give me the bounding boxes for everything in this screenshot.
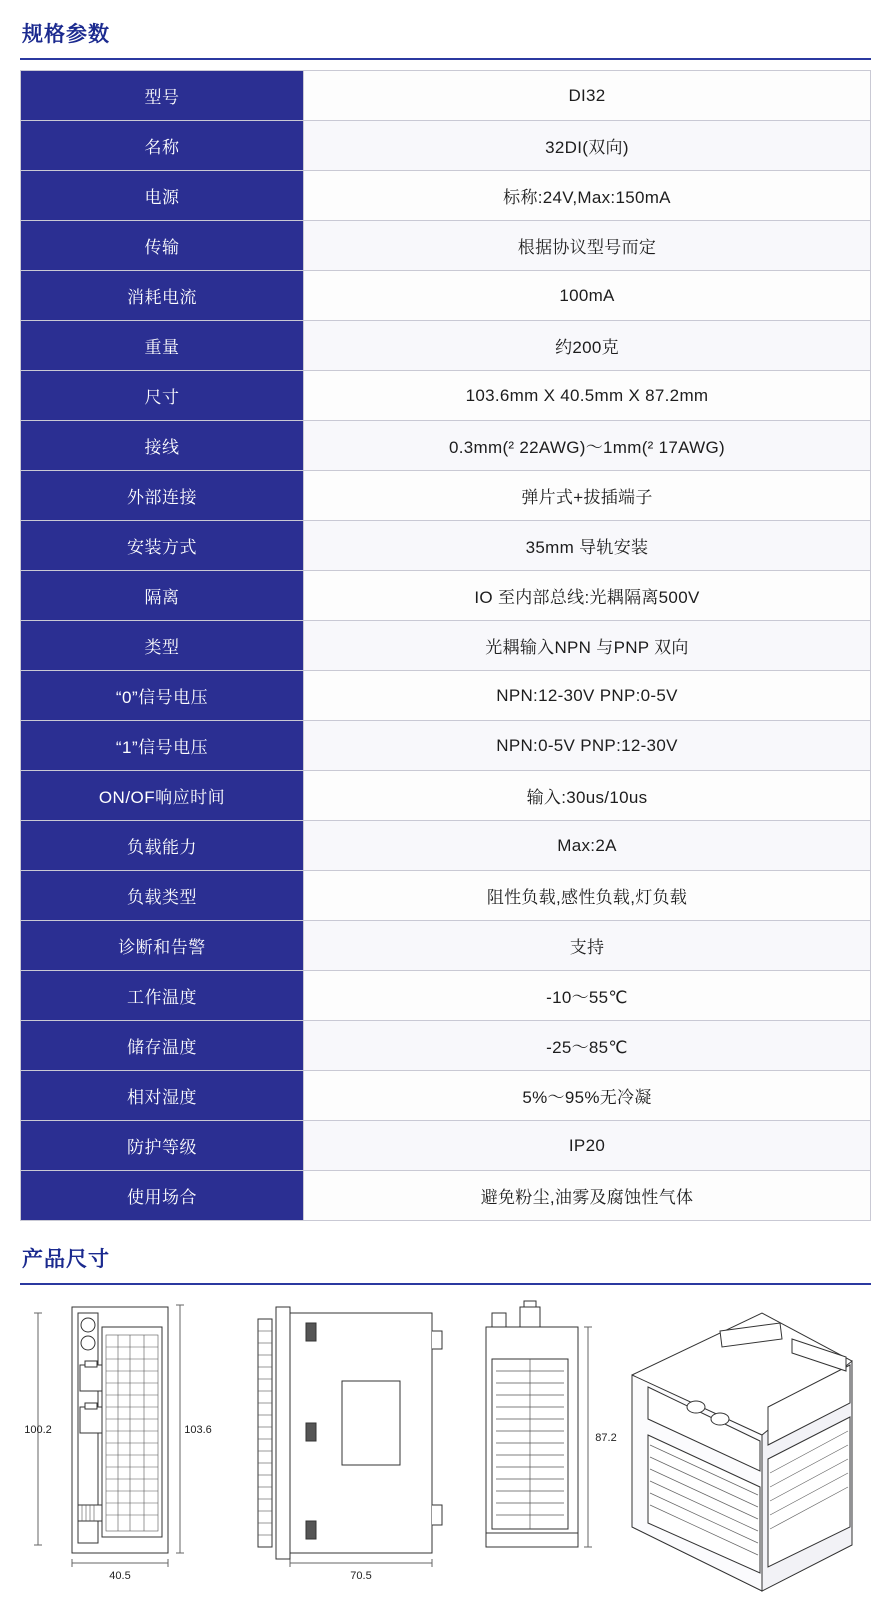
dimensions-title: 产品尺寸: [22, 1248, 110, 1271]
spec-value: 避免粉尘,油雾及腐蚀性气体: [304, 1171, 871, 1221]
spec-value: DI32: [304, 71, 871, 121]
table-row: [21, 1171, 871, 1221]
spec-key: 诊断和告警: [21, 921, 304, 971]
front-view-right-dimension: 103.6: [184, 1424, 212, 1436]
table-row: [21, 1121, 871, 1171]
table-row: [21, 1071, 871, 1121]
table-row: [21, 571, 871, 621]
spec-key: 安装方式: [21, 521, 304, 571]
spec-value: IP20: [304, 1121, 871, 1171]
table-row: [21, 821, 871, 871]
spec-key: 型号: [21, 71, 304, 121]
spec-key: 重量: [21, 321, 304, 371]
dimensions-title-rule: [20, 1283, 871, 1285]
table-row: [21, 621, 871, 671]
spec-value: 0.3mm(² 22AWG)～1mm(² 17AWG): [304, 421, 871, 471]
spec-value: 根据协议型号而定: [304, 221, 871, 271]
spec-value: 103.6mm X 40.5mm X 87.2mm: [304, 371, 871, 421]
dimension-drawings: [20, 1295, 871, 1605]
product-spec-page: [0, 18, 891, 1605]
side-view-bottom-dimension: 70.5: [350, 1570, 372, 1582]
isometric-view-drawing: [632, 1313, 852, 1591]
front-view-bottom-dimension: 40.5: [109, 1570, 131, 1582]
spec-key: 防护等级: [21, 1121, 304, 1171]
spec-value: 5%～95%无冷凝: [304, 1071, 871, 1121]
spec-value: 弹片式+拔插端子: [304, 471, 871, 521]
table-row: [21, 771, 871, 821]
spec-key: 接线: [21, 421, 304, 471]
spec-key: 外部连接: [21, 471, 304, 521]
spec-key: 负载能力: [21, 821, 304, 871]
spec-key: 尺寸: [21, 371, 304, 421]
spec-key: 电源: [21, 171, 304, 221]
spec-key: 负载类型: [21, 871, 304, 921]
table-row: [21, 71, 871, 121]
front-view-left-dimension: 100.2: [24, 1424, 52, 1436]
spec-table: [20, 70, 871, 1221]
specs-title-rule: [20, 58, 871, 60]
side-view-drawing: [258, 1307, 442, 1567]
spec-value: 输入:30us/10us: [304, 771, 871, 821]
spec-value: 100mA: [304, 271, 871, 321]
spec-key: “0”信号电压: [21, 671, 304, 721]
spec-value: -10～55℃: [304, 971, 871, 1021]
specs-section-header: [20, 18, 871, 60]
spec-value: 标称:24V,Max:150mA: [304, 171, 871, 221]
spec-key: 名称: [21, 121, 304, 171]
spec-value: IO 至内部总线:光耦隔离500V: [304, 571, 871, 621]
spec-value: 光耦输入NPN 与PNP 双向: [304, 621, 871, 671]
table-row: [21, 921, 871, 971]
spec-value: NPN:12-30V PNP:0-5V: [304, 671, 871, 721]
table-row: [21, 171, 871, 221]
spec-value: 约200克: [304, 321, 871, 371]
spec-value: 支持: [304, 921, 871, 971]
spec-key: 传输: [21, 221, 304, 271]
spec-value: 32DI(双向): [304, 121, 871, 171]
spec-key: 消耗电流: [21, 271, 304, 321]
table-row: [21, 421, 871, 471]
spec-value: 阻性负载,感性负载,灯负载: [304, 871, 871, 921]
spec-key: 类型: [21, 621, 304, 671]
table-row: [21, 971, 871, 1021]
spec-key: 使用场合: [21, 1171, 304, 1221]
table-row: [21, 1021, 871, 1071]
top-view-right-dimension: 87.2: [595, 1432, 617, 1444]
table-row: [21, 721, 871, 771]
table-row: [21, 221, 871, 271]
table-row: [21, 371, 871, 421]
spec-key: “1”信号电压: [21, 721, 304, 771]
front-view-drawing: [34, 1305, 184, 1567]
top-view-drawing: [486, 1301, 592, 1547]
spec-value: 35mm 导轨安装: [304, 521, 871, 571]
dimensions-section-header: [20, 1243, 871, 1285]
spec-key: 相对湿度: [21, 1071, 304, 1121]
spec-key: 隔离: [21, 571, 304, 621]
spec-value: Max:2A: [304, 821, 871, 871]
table-row: [21, 121, 871, 171]
spec-key: 工作温度: [21, 971, 304, 1021]
table-row: [21, 321, 871, 371]
specs-title: 规格参数: [22, 23, 110, 46]
spec-table-body: [21, 71, 871, 1221]
spec-key: ON/OF响应时间: [21, 771, 304, 821]
spec-value: NPN:0-5V PNP:12-30V: [304, 721, 871, 771]
table-row: [21, 521, 871, 571]
table-row: [21, 271, 871, 321]
table-row: [21, 671, 871, 721]
table-row: [21, 471, 871, 521]
spec-key: 储存温度: [21, 1021, 304, 1071]
spec-value: -25～85℃: [304, 1021, 871, 1071]
table-row: [21, 871, 871, 921]
